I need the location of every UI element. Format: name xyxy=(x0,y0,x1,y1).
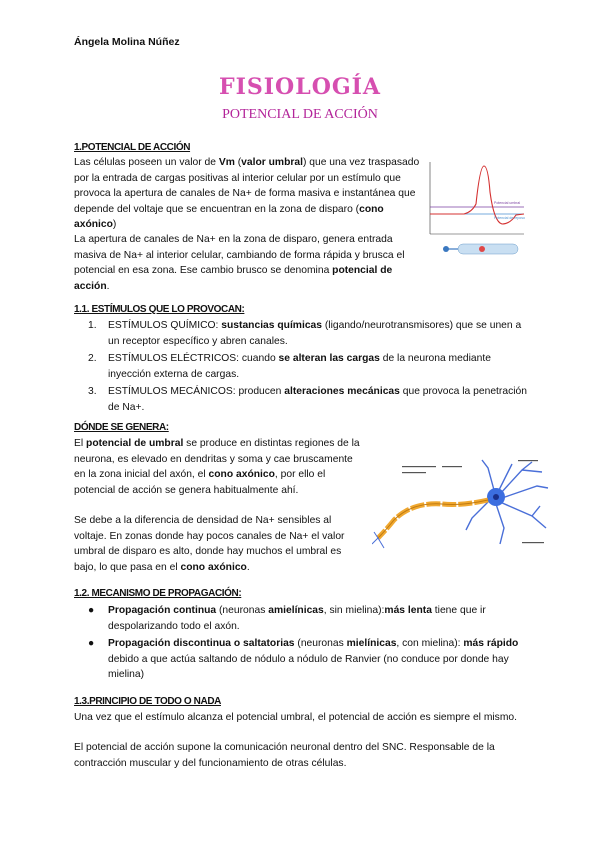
propagation-list xyxy=(74,603,534,685)
list-item: 3. ESTÍMULOS MECÁNICOS: producen alteraciones mecánicas que provoca la penetración de Na+. xyxy=(88,386,527,413)
list-item: 2. ESTÍMULOS ELÉCTRICOS: cuando se alteran las cargas de la neurona mediante inyección externa de cargas. xyxy=(88,353,491,380)
section-1-2-heading: 1.2. MECANISMO DE PROPAGACIÓN: xyxy=(74,588,242,599)
list-item: ● Propagación continua (neuronas amielínicas, sin mielina):más lenta tiene que ir despolarizando todo el axón. xyxy=(88,605,486,632)
page-title: FISIOLOGÍA xyxy=(218,74,382,100)
threshold-label: Potencial umbral xyxy=(494,201,521,205)
section-1-heading: 1.POTENCIAL DE ACCIÓN xyxy=(74,142,191,153)
resting-label: Potencial de reposo xyxy=(494,216,525,220)
section-1-paragraph-2: La apertura de canales de Na+ en la zona de disparo, genera entrada masiva de Na+ al interior celular, cambiando de forma rápida y brusca el potencial en esa zona. Ese cambio brusco se denomina potencial de acción. xyxy=(74,234,405,292)
stimulus-dot xyxy=(479,246,485,252)
section-1-3-heading: 1.3.PRINCIPIO DE TODO O NADA xyxy=(74,696,221,707)
section-1-paragraph: Las células poseen un valor de Vm (valor umbral) que una vez traspasado por la entrada de cargas positivas al interior celular por un estímulo que provoca la apertura de canales de Na+ de forma masiva e instantánea que depende del voltaje que se encuentran en la zona de disparo (cono axónico) xyxy=(74,157,420,230)
nucleus xyxy=(493,494,499,500)
author-name: Ángela Molina Núñez xyxy=(74,36,180,48)
action-potential-graph xyxy=(424,152,528,264)
section-1-3-paragraph: Una vez que el estímulo alcanza el potencial umbral, el potencial de acción es siempre el mismo. xyxy=(74,712,517,723)
section-where-heading: DÓNDE SE GENERA: xyxy=(74,422,169,433)
neuron-illustration xyxy=(372,458,550,550)
page-subtitle: POTENCIAL DE ACCIÓN xyxy=(222,107,378,122)
section-1-3-paragraph-2: El potencial de acción supone la comunicación neuronal dentro del SNC. Responsable de la contracción muscular y del funcionamiento de otras células. xyxy=(74,742,495,769)
section-where-paragraph-2: Se debe a la diferencia de densidad de Na+ sensibles al voltaje. En zonas donde hay pocos canales de Na+ el valor umbral de disparo es alto, donde hay muchos el umbral es bajo, lo que pasa en el cono axónico. xyxy=(74,515,345,573)
stimuli-list xyxy=(74,318,534,417)
list-item: 1. ESTÍMULOS QUÍMICO: sustancias químicas (ligando/neurotransmisores) que se unen a un receptor específico y abren canales. xyxy=(88,320,522,347)
electrode-icon xyxy=(443,246,449,252)
section-1-1-heading: 1.1. ESTÍMULOS QUE LO PROVOCAN: xyxy=(74,304,245,315)
axon-schematic xyxy=(458,244,518,254)
section-where-paragraph: El potencial de umbral se produce en distintas regiones de la neurona, es elevado en dendritas y soma y cae bruscamente en la zona inicial del axón, el cono axónico, por ello el potencial de acción se genera habitualmente ahí. xyxy=(74,438,360,496)
list-item: ● Propagación discontinua o saltatorias (neuronas mielínicas, con mielina): más rápido debido a que actúa saltando de nódulo a nódulo de Ranvier (no conduce por donde hay mielina) xyxy=(88,638,519,680)
